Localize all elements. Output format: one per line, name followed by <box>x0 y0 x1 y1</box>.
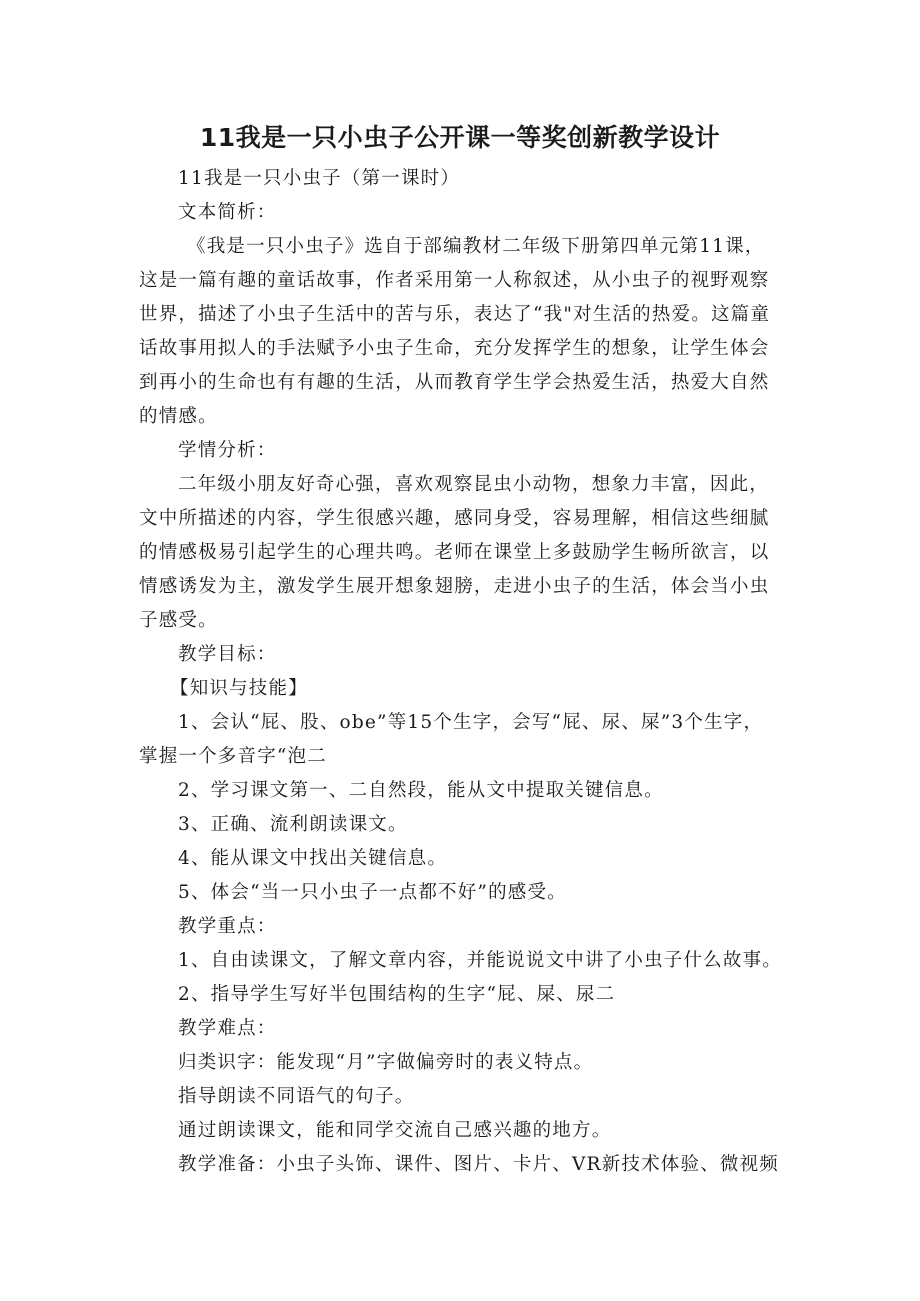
list-item: 指导朗读不同语气的句子。 <box>178 1086 415 1107</box>
paragraph-line: 到再小的生命也有有趣的生活，从而教育学生学会热爱生活，热爱大自然 <box>139 372 770 393</box>
section-heading-difficulties: 教学难点： <box>178 1018 277 1039</box>
lesson-subtitle: 11我是一只小虫子（第一课时） <box>178 168 461 189</box>
list-item: 3、正确、流利朗读课文。 <box>178 814 408 835</box>
list-item: 2、学习课文第一、二自然段，能从文中提取关键信息。 <box>178 780 664 801</box>
paragraph-line: 《我是一只小虫子》选自于部编教材二年级下册第四单元第11课， <box>187 236 765 257</box>
paragraph-line: 子感受。 <box>139 610 218 631</box>
subheading-knowledge-skills: 【知识与技能】 <box>170 678 308 699</box>
section-heading-text-analysis: 文本简析： <box>178 202 277 223</box>
document-title: 11我是一只小虫子公开课一等奖创新教学设计 <box>199 123 721 152</box>
paragraph-line: 世界，描述了小虫子生活中的苦与乐，表达了“我"对生活的热爱。这篇童 <box>139 304 771 325</box>
paragraph-line: 话故事用拟人的手法赋予小虫子生命，充分发挥学生的想象，让学生体会 <box>139 338 770 359</box>
list-item-continued: 掌握一个多音字“泡二 <box>139 746 327 767</box>
paragraph-line: 的情感。 <box>139 406 218 427</box>
paragraph-line: 这是一篇有趣的童话故事，作者采用第一人称叙述，从小虫子的视野观察 <box>139 270 770 291</box>
section-heading-teaching-goals: 教学目标： <box>178 644 277 665</box>
paragraph-line: 情感诱发为主，激发学生展开想象翅膀，走进小虫子的生活，体会当小虫 <box>139 576 770 597</box>
list-item: 通过朗读课文，能和同学交流自己感兴趣的地方。 <box>178 1120 612 1141</box>
section-heading-key-points: 教学重点： <box>178 916 277 937</box>
paragraph-line: 二年级小朋友好奇心强，喜欢观察昆虫小动物，想象力丰富，因此， <box>178 474 770 495</box>
section-heading-student-analysis: 学情分析： <box>178 440 277 461</box>
paragraph-line: 文中所描述的内容，学生很感兴趣，感同身受，容易理解，相信这些细腻 <box>139 508 770 529</box>
list-item: 2、指导学生写好半包围结构的生字“屁、屎、尿二 <box>178 984 616 1005</box>
teaching-preparation: 教学准备：小虫子头饰、课件、图片、卡片、VR新技术体验、微视频 <box>178 1154 779 1175</box>
list-item: 1、自由读课文，了解文章内容，并能说说文中讲了小虫子什么故事。 <box>178 950 782 971</box>
list-item: 1、会认“屁、股、obe”等15个生字，会写“屁、尿、屎”3个生字， <box>178 712 764 733</box>
paragraph-line: 的情感极易引起学生的心理共鸣。老师在课堂上多鼓励学生畅所欲言，以 <box>139 542 770 563</box>
list-item: 4、能从课文中找出关键信息。 <box>178 848 448 869</box>
list-item: 5、体会“当一只小虫子一点都不好”的感受。 <box>178 882 567 903</box>
list-item: 归类识字：能发现“月”字做偏旁时的表义特点。 <box>178 1052 594 1073</box>
